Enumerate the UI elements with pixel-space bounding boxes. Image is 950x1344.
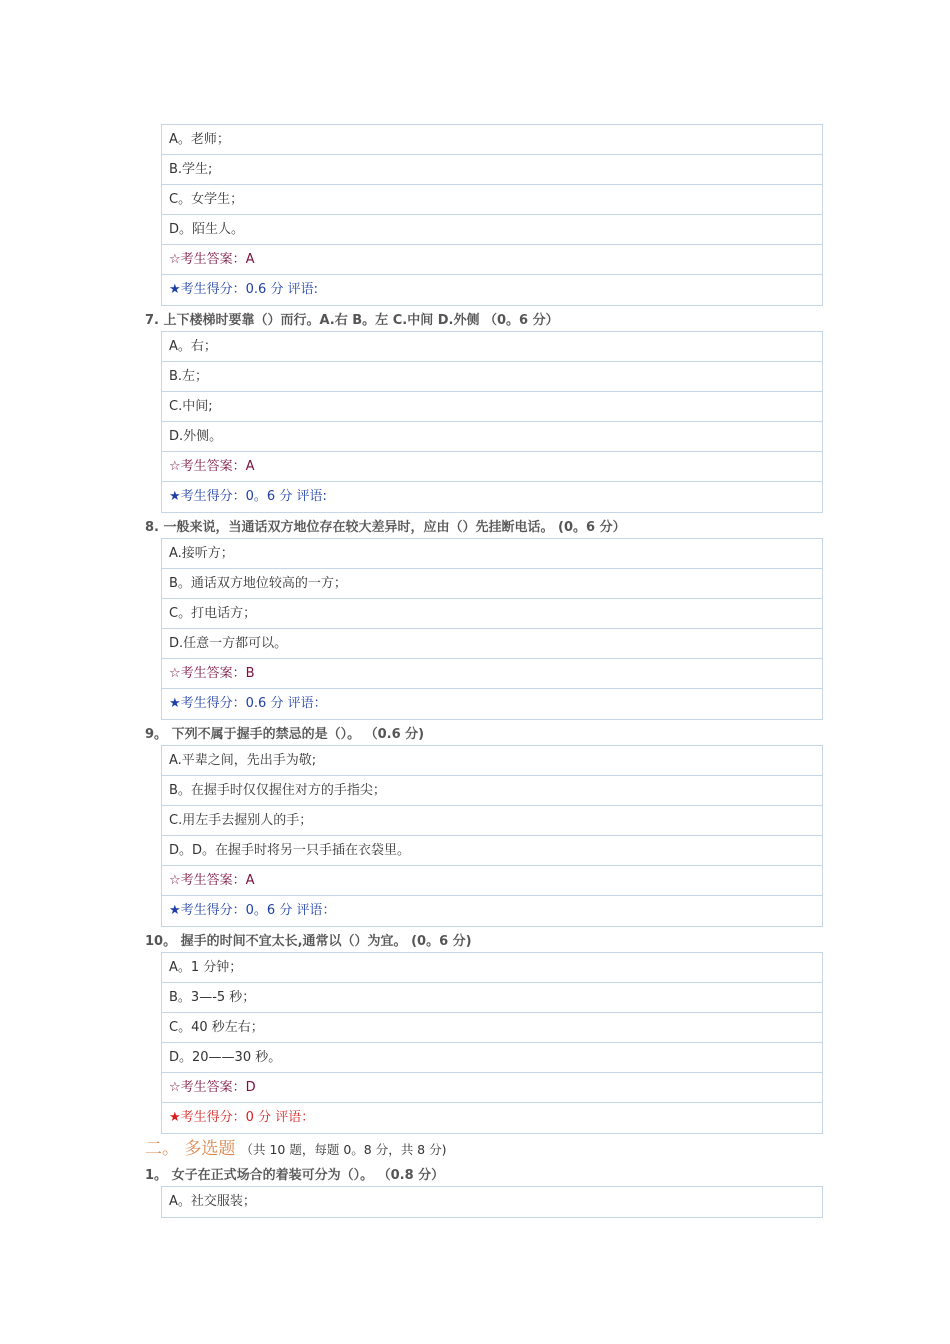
q6-options-table	[161, 124, 823, 306]
q7-examinee-score: ★考生得分：0。6 分 评语:	[169, 489, 327, 504]
mq1-title: 1。 女子在正式场合的着装可分为（）。 （0.8 分）	[145, 1168, 445, 1183]
q6-examinee-answer: ☆考生答案：A	[162, 245, 822, 275]
q7-option-c: C.中间;	[162, 392, 822, 422]
q7-examinee-answer: ☆考生答案：A	[162, 452, 822, 482]
q9-examinee-score: ★考生得分：0。6 分 评语：	[169, 903, 336, 918]
q9-options-table	[161, 745, 823, 927]
section-heading	[145, 1134, 446, 1159]
q8-examinee-answer: ☆考生答案：B	[162, 659, 822, 689]
q8-title: 8. 一般来说，当通话双方地位存在较大差异时，应由（）先挂断电话。 (0。6 分）	[145, 520, 626, 535]
q6-examinee-score: ★考生得分：0.6 分 评语:	[169, 282, 318, 297]
q9-title: 9。 下列不属于握手的禁忌的是（）。 （0.6 分)	[145, 727, 425, 742]
q6-option-d: D。陌生人。	[162, 215, 822, 245]
mq1-option-a: A。社交服装；	[169, 1194, 256, 1209]
q9-option-d: D。D。在握手时将另一只手插在衣袋里。	[162, 836, 822, 866]
q8-option-d: D.任意一方都可以。	[162, 629, 822, 659]
q8-examinee-score: ★考生得分：0.6 分 评语：	[169, 696, 327, 711]
mq1-options-table	[161, 1186, 823, 1218]
q7-option-d: D.外侧。	[162, 422, 822, 452]
q7-option-b: B.左；	[162, 362, 822, 392]
q6-option-a: A。老师；	[162, 125, 822, 155]
q10-examinee-score: ★考生得分：0 分 评语：	[169, 1110, 315, 1125]
q9-option-c: C.用左手去握别人的手；	[162, 806, 822, 836]
q8-option-a: A.接听方；	[162, 539, 822, 569]
q9-examinee-answer: ☆考生答案：A	[162, 866, 822, 896]
q7-options-table	[161, 331, 823, 513]
q10-option-d: D。20——30 秒。	[162, 1043, 822, 1073]
q10-option-a: A。1 分钟；	[162, 953, 822, 983]
q10-examinee-answer: ☆考生答案：D	[162, 1073, 822, 1103]
q10-options-table	[161, 952, 823, 1134]
q8-option-b: B。通话双方地位较高的一方；	[162, 569, 822, 599]
section-meta: （共 10 题，每题 0。8 分，共 8 分)	[240, 1142, 447, 1157]
q8-options-table	[161, 538, 823, 720]
q7-title: 7. 上下楼梯时要靠（）而行。A.右 B。左 C.中间 D.外侧 （0。6 分）	[145, 313, 559, 328]
q9-option-b: B。在握手时仅仅握住对方的手指尖；	[162, 776, 822, 806]
q10-title: 10。 握手的时间不宜太长,通常以（）为宜。 (0。6 分)	[145, 934, 472, 949]
q9-option-a: A.平辈之间，先出手为敬;	[162, 746, 822, 776]
q10-option-b: B。3—-5 秒；	[162, 983, 822, 1013]
q8-option-c: C。打电话方；	[162, 599, 822, 629]
section-title: 二。 多选题	[145, 1139, 236, 1159]
q10-option-c: C。40 秒左右；	[162, 1013, 822, 1043]
q6-option-b: B.学生;	[162, 155, 822, 185]
q6-option-c: C。女学生；	[162, 185, 822, 215]
q7-option-a: A。右；	[162, 332, 822, 362]
